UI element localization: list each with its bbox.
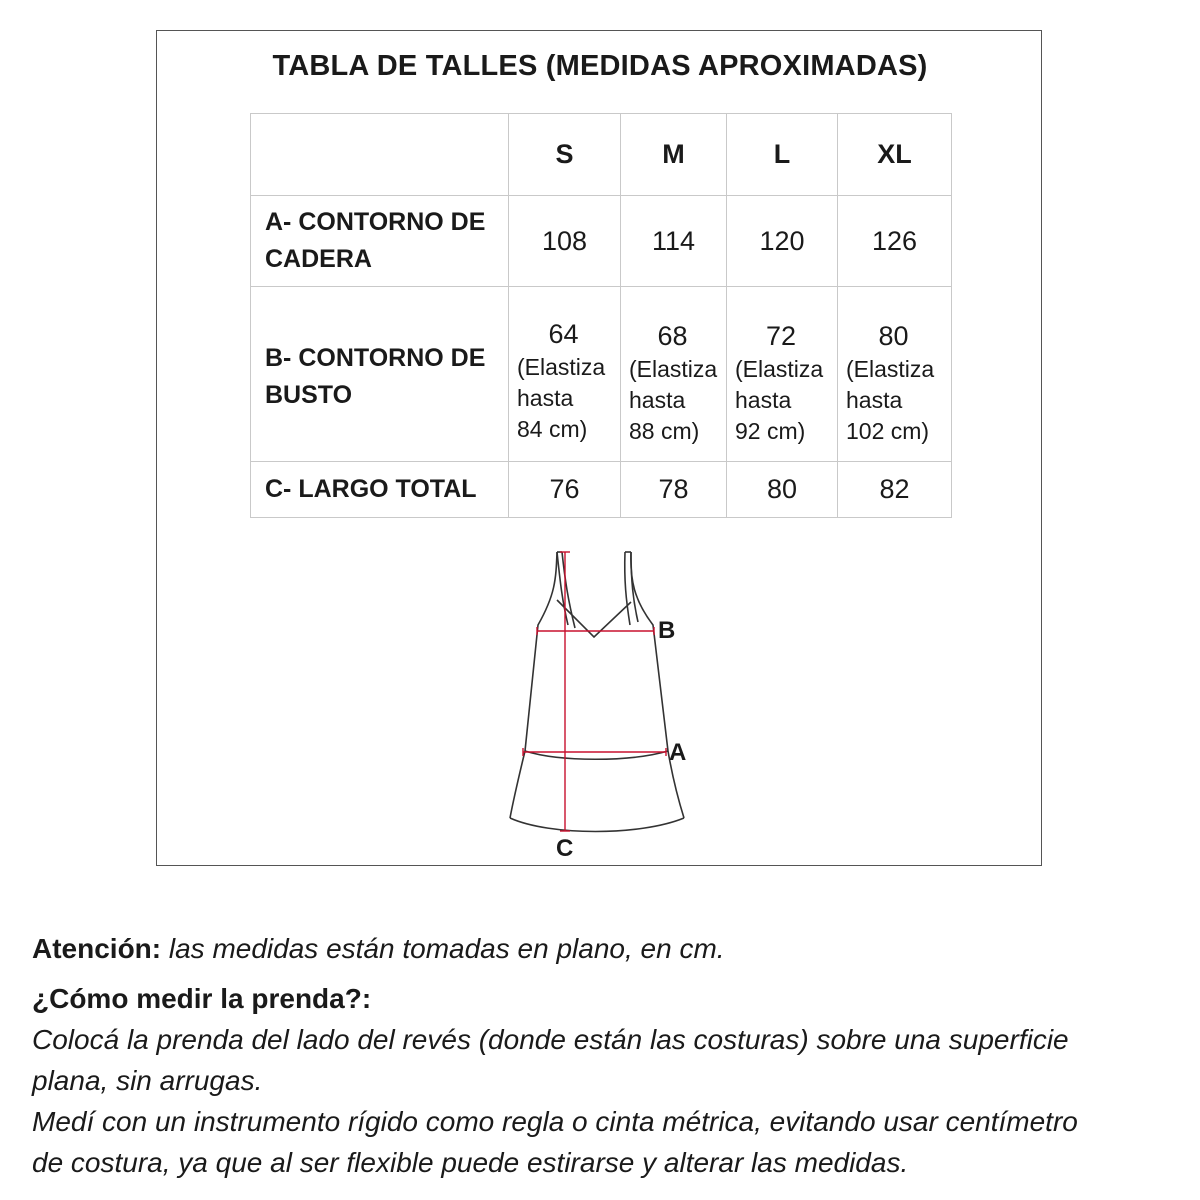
header-empty-cell	[251, 114, 509, 196]
garment-outline	[510, 552, 687, 832]
left-side-seam	[525, 552, 557, 751]
length-value-l: 80	[727, 462, 838, 518]
left-skirt-edge	[510, 751, 525, 818]
size-header-l: L	[727, 114, 838, 196]
bust-cell-m: 68 (Elastiza hasta 88 cm)	[621, 287, 727, 462]
length-value-m: 78	[621, 462, 727, 518]
howto-line-3: Medí con un instrumento rígido como regla o cinta métrica, evitando usar centímetro	[32, 1106, 1078, 1137]
diagram-label-b: B	[658, 617, 676, 644]
bust-value-xl: 80	[878, 321, 909, 351]
howto-line-1: Colocá la prenda del lado del revés (donde están las costuras) sobre una superficie	[32, 1024, 1069, 1055]
hip-value-l: 120	[727, 196, 838, 287]
attention-note	[32, 928, 1192, 969]
size-table	[250, 113, 952, 518]
table-row-hip	[251, 196, 952, 287]
length-value-xl: 82	[838, 462, 952, 518]
howto-title: ¿Cómo medir la prenda?:	[32, 983, 372, 1014]
table-row-length	[251, 462, 952, 518]
bust-value-l: 72	[765, 321, 797, 351]
howto-line-2: plana, sin arrugas.	[32, 1065, 263, 1096]
hip-value-m: 114	[621, 196, 727, 287]
bust-value-m: 68	[657, 321, 688, 351]
chart-title: TABLA DE TALLES (MEDIDAS APROXIMADAS)	[272, 50, 928, 82]
right-strap-inner	[625, 552, 630, 625]
bust-cell-l: 72 (Elastiza hasta 92 cm)	[727, 287, 838, 462]
size-header-s: S	[509, 114, 621, 196]
length-value-s: 76	[509, 462, 621, 518]
hem	[510, 818, 684, 832]
hip-value-s: 108	[509, 196, 621, 287]
bust-value-s: 64	[548, 319, 579, 349]
bust-cell-s: 64 (Elastiza hasta 84 cm)	[509, 287, 621, 462]
bust-cell-xl: 80 (Elastiza hasta 102 cm)	[838, 287, 952, 462]
table-header-row	[251, 114, 952, 196]
right-side-seam	[631, 552, 668, 751]
measurement-notes	[32, 928, 1192, 1183]
measure-lines	[523, 552, 666, 831]
row-label-hip: A- CONTORNO DE CADERA	[251, 196, 509, 287]
attention-label: Atención:	[32, 933, 162, 964]
howto-line-4: de costura, ya que al ser flexible puede estirarse y alterar las medidas.	[32, 1147, 909, 1178]
attention-text: las medidas están tomadas en plano, en cm.	[168, 933, 725, 964]
row-label-bust: B- CONTORNO DE BUSTO	[251, 287, 509, 462]
size-header-xl: XL	[838, 114, 952, 196]
diagram-label-a: A	[669, 739, 687, 766]
hip-value-xl: 126	[838, 196, 952, 287]
row-label-length: C- LARGO TOTAL	[251, 462, 509, 518]
size-header-m: M	[621, 114, 727, 196]
diagram-label-c: C	[556, 835, 574, 862]
garment-diagram	[500, 540, 700, 870]
table-row-bust	[251, 287, 952, 462]
